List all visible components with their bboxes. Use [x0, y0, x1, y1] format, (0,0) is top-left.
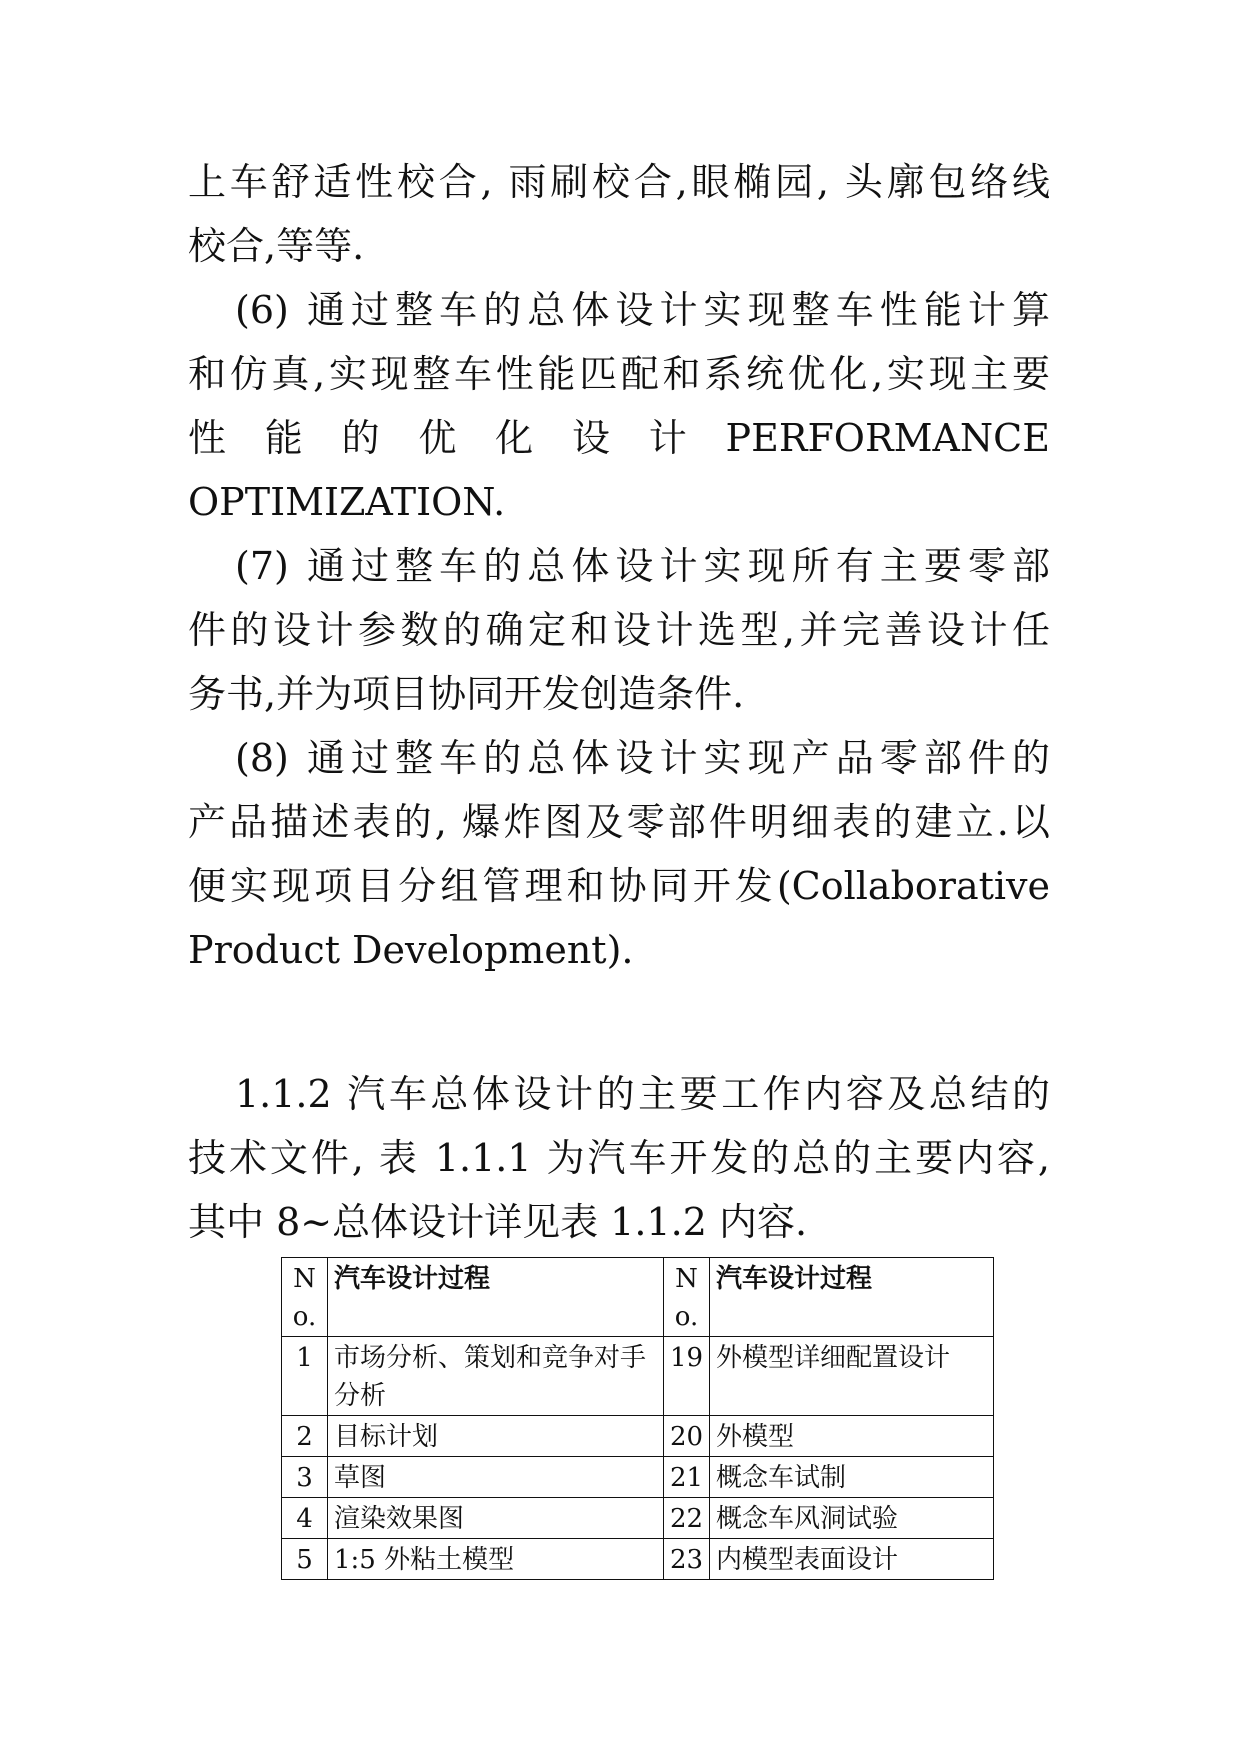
- header-process-a: 汽车设计过程: [328, 1258, 664, 1337]
- row-no-b: 20: [664, 1416, 710, 1457]
- row-process-b: 外模型: [710, 1416, 994, 1457]
- paragraph-line: 产品描述表的, 爆炸图及零部件明细表的建立.以: [188, 800, 1050, 844]
- row-no-b: 22: [664, 1498, 710, 1539]
- row-process-b: 概念车风洞试验: [710, 1498, 994, 1539]
- row-process-b: 概念车试制: [710, 1457, 994, 1498]
- paragraph-line: 和仿真,实现整车性能匹配和系统优化,实现主要: [188, 352, 1050, 396]
- row-process-b: 外模型详细配置设计: [710, 1337, 994, 1416]
- row-no-a: 1: [282, 1337, 328, 1416]
- row-no-a: 2: [282, 1416, 328, 1457]
- row-no-b: 19: [664, 1337, 710, 1416]
- row-process-a: 渲染效果图: [328, 1498, 664, 1539]
- paragraph-line: 技术文件, 表 1.1.1 为汽车开发的总的主要内容,: [188, 1136, 1050, 1180]
- table-row: [282, 1539, 994, 1580]
- table-row: [282, 1498, 994, 1539]
- row-no-b: 23: [664, 1539, 710, 1580]
- table-row: [282, 1416, 994, 1457]
- section-heading-line: 1.1.2 汽车总体设计的主要工作内容及总结的: [235, 1072, 1050, 1116]
- paragraph-line: 务书,并为项目协同开发创造条件.: [188, 672, 745, 716]
- header-no-a: No.: [282, 1258, 328, 1337]
- paragraph-line: 性 能 的 优 化 设 计 PERFORMANCE: [188, 416, 1050, 460]
- paragraph-line: 其中 8~总体设计详见表 1.1.2 内容.: [188, 1200, 808, 1244]
- paragraph-line: 件的设计参数的确定和设计选型,并完善设计任: [188, 608, 1050, 652]
- header-process-b: 汽车设计过程: [710, 1258, 994, 1337]
- paragraph-line: (8) 通过整车的总体设计实现产品零部件的: [235, 736, 1050, 780]
- row-no-b: 21: [664, 1457, 710, 1498]
- design-process-table: [281, 1257, 994, 1580]
- row-no-a: 3: [282, 1457, 328, 1498]
- table-row: [282, 1337, 994, 1416]
- row-process-a: 1:5 外粘土模型: [328, 1539, 664, 1580]
- table-header-row: [282, 1258, 994, 1337]
- table-row: [282, 1457, 994, 1498]
- row-process-b: 内模型表面设计: [710, 1539, 994, 1580]
- row-process-a: 目标计划: [328, 1416, 664, 1457]
- paragraph-line: 校合,等等.: [188, 224, 365, 268]
- paragraph-line: Product Development).: [188, 928, 634, 972]
- paragraph-line: (6) 通过整车的总体设计实现整车性能计算: [235, 288, 1050, 332]
- row-process-a: 市场分析、策划和竞争对手分析: [328, 1337, 664, 1416]
- header-no-b: No.: [664, 1258, 710, 1337]
- paragraph-line: (7) 通过整车的总体设计实现所有主要零部: [235, 544, 1050, 588]
- row-no-a: 5: [282, 1539, 328, 1580]
- row-no-a: 4: [282, 1498, 328, 1539]
- paragraph-line: 上车舒适性校合, 雨刷校合,眼椭园, 头廓包络线: [188, 160, 1050, 204]
- paragraph-line: OPTIMIZATION.: [188, 480, 506, 524]
- row-process-a: 草图: [328, 1457, 664, 1498]
- paragraph-line: 便实现项目分组管理和协同开发(Collaborative: [188, 864, 1050, 908]
